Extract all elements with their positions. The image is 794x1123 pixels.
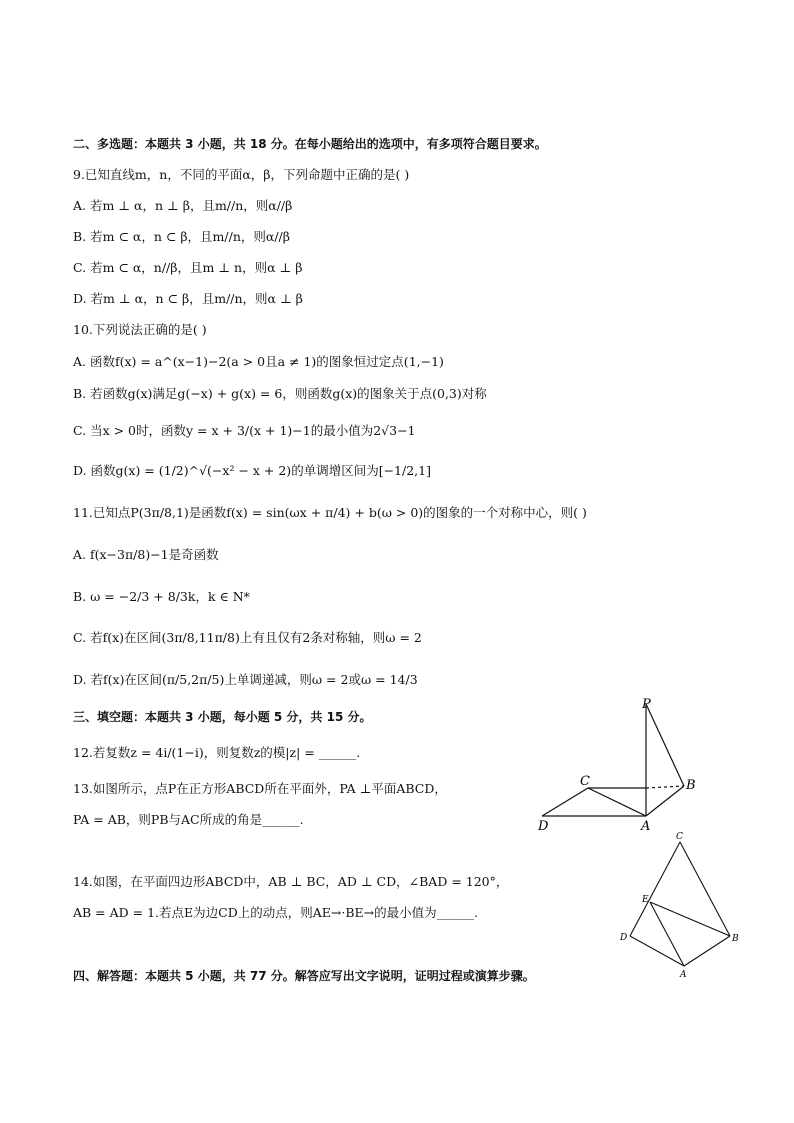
figure-q13-pyramid <box>530 694 710 834</box>
label-p: P <box>642 697 651 712</box>
q11-option-a: A. f(x−3π/8)−1是奇函数 <box>73 547 219 562</box>
q10-option-b: B. 若函数g(x)满足g(−x) + g(x) = 6，则函数g(x)的图象关于点(0,3)对称 <box>73 386 487 401</box>
q9-stem: 9.已知直线m，n，不同的平面α，β，下列命题中正确的是( ) <box>73 167 410 182</box>
q10-option-a: A. 函数f(x) = a^(x−1)−2(a > 0且a ≠ 1)的图象恒过定点(1,−1) <box>73 354 444 369</box>
section-2-heading: 二、多选题：本题共 3 小题，共 18 分。在每小题给出的选项中，有多项符合题目要求。 <box>73 137 547 151</box>
q9-option-a: A. 若m ⊥ α，n ⊥ β，且m//n，则α//β <box>73 198 293 213</box>
figure-q14-quadrilateral <box>612 828 747 980</box>
q13-line-2: PA = AB，则PB与AC所成的角是______. <box>73 812 304 827</box>
q10-option-d: D. 函数g(x) = (1/2)^√(−x² − x + 2)的单调增区间为[−1/2,1] <box>73 463 431 478</box>
segment-eb <box>650 902 730 936</box>
edge-dc <box>542 788 588 816</box>
label-c: C <box>580 774 590 789</box>
label-d: D <box>538 819 549 834</box>
q10-option-c: C. 当x > 0时，函数y = x + 3/(x + 1)−1的最小值为2√3−1 <box>73 423 416 438</box>
edge-cb-hidden <box>646 786 684 788</box>
edge-cb <box>680 842 730 936</box>
label-e: E <box>642 895 649 905</box>
label-b: B <box>686 778 696 793</box>
label-b: B <box>732 934 739 944</box>
q12-text: 12.若复数z = 4i/(1−i)，则复数z的模|z| = ______. <box>73 745 361 760</box>
q11-option-c: C. 若f(x)在区间(3π/8,11π/8)上有且仅有2条对称轴，则ω = 2 <box>73 630 422 645</box>
q10-stem: 10.下列说法正确的是( ) <box>73 322 207 337</box>
q11-option-b: B. ω = −2/3 + 8/3k，k ∈ N* <box>73 589 250 604</box>
edge-ab <box>646 786 684 816</box>
q13-line-1: 13.如图所示，点P在正方形ABCD所在平面外，PA ⊥平面ABCD， <box>73 781 447 796</box>
edge-ca <box>588 788 646 816</box>
q9-option-d: D. 若m ⊥ α，n ⊂ β，且m//n，则α ⊥ β <box>73 291 303 306</box>
q11-stem: 11.已知点P(3π/8,1)是函数f(x) = sin(ωx + π/4) + b(ω > 0)的图象的一个对称中心，则( ) <box>73 505 587 520</box>
label-c: C <box>676 832 683 842</box>
q9-option-b: B. 若m ⊂ α，n ⊂ β，且m//n，则α//β <box>73 229 290 244</box>
edge-cd <box>630 842 680 936</box>
section-4-heading: 四、解答题：本题共 5 小题，共 77 分。解答应写出文字说明，证明过程或演算步骤。 <box>73 969 535 983</box>
q11-option-d: D. 若f(x)在区间(π/5,2π/5)上单调递减，则ω = 2或ω = 14/3 <box>73 672 418 687</box>
section-3-heading: 三、填空题：本题共 3 小题，每小题 5 分，共 15 分。 <box>73 710 372 724</box>
q9-option-c: C. 若m ⊂ α，n//β，且m ⊥ n，则α ⊥ β <box>73 260 303 275</box>
label-a: A <box>680 970 687 980</box>
edge-ab <box>684 936 730 966</box>
label-a: A <box>641 819 651 834</box>
q14-line-1: 14.如图，在平面四边形ABCD中，AB ⊥ BC，AD ⊥ CD，∠BAD = 120°， <box>73 874 509 889</box>
label-d: D <box>620 933 628 943</box>
edge-pb <box>646 704 684 786</box>
q14-line-2: AB = AD = 1.若点E为边CD上的动点，则AE→·BE→的最小值为______. <box>73 905 479 920</box>
